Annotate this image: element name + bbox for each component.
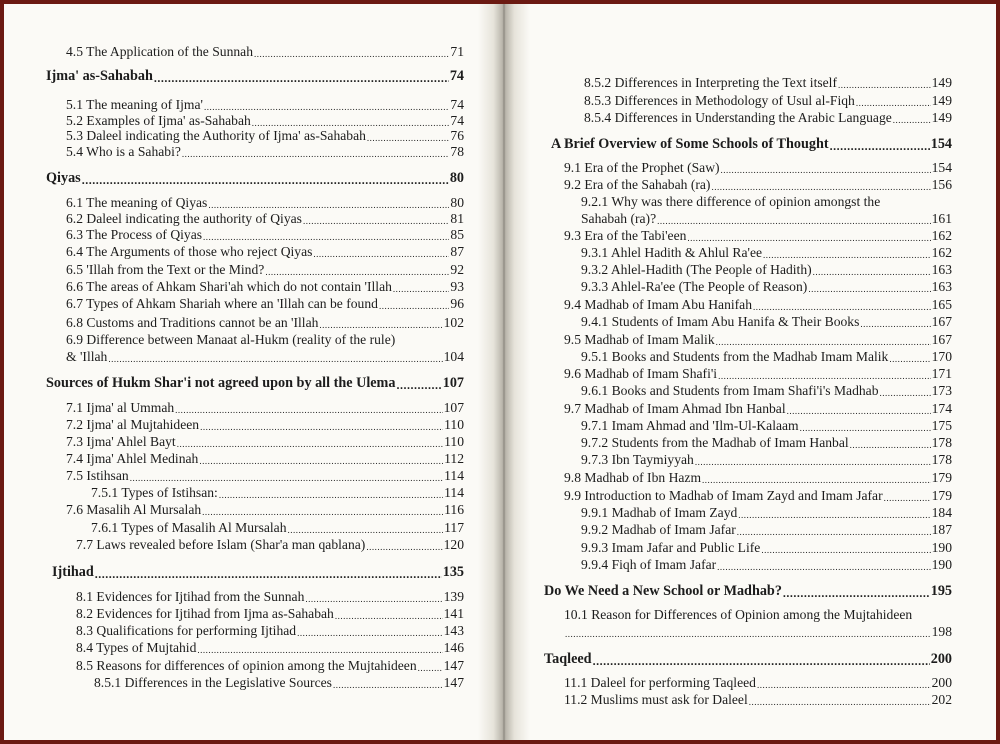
toc-entry [544,624,952,640]
toc-entry [46,97,464,113]
dot-leader [893,114,931,126]
toc-entry-title: 9.4.1 Students of Imam Abu Hanifa & Their Books [581,314,860,329]
toc-entry [46,589,464,605]
toc-entry-title: 9.2.1 Why was there difference of opinion amongst the [581,194,881,209]
toc-entry-title: 9.3.2 Ahlel-Hadith (The People of Hadith) [581,262,812,277]
toc-entry [544,505,952,521]
toc-entry-title: 10.1 Reason for Differences of Opinion among the Mujtahideen [564,607,913,622]
toc-entry-title: 9.4 Madhab of Imam Abu Hanifah [564,297,753,312]
toc-entry [544,607,952,623]
toc-page-number: 104 [443,349,464,364]
dot-leader [565,628,931,640]
toc-entry [544,194,952,210]
toc-page-number: 195 [930,583,952,599]
toc-page-number: 154 [931,160,952,175]
dot-leader [418,662,443,674]
toc-entry-title: 8.4 Types of Mujtahid [76,640,197,655]
dot-leader [154,72,449,84]
toc-entry-title: 9.9.2 Madhab of Imam Jafar [581,522,736,537]
toc-page-number: 163 [931,262,952,277]
toc-entry [46,520,464,536]
dot-leader [702,474,931,486]
toc-page-number: 178 [931,452,952,467]
toc-entry [544,332,952,348]
toc-page-number: 154 [930,136,952,152]
toc-entry [544,262,952,278]
dot-leader [830,140,930,152]
toc-entry-title: 9.9.4 Fiqh of Imam Jafar [581,557,717,572]
dot-leader [366,541,442,553]
toc-entry [46,400,464,416]
toc-entry-title: 6.5 'Illah from the Text or the Mind? [66,262,265,277]
toc-entry [46,211,464,227]
toc-entry [46,468,464,484]
toc-page-number: 179 [931,488,952,503]
dot-leader [687,232,930,244]
dot-leader [717,561,930,573]
toc-entry-title: Ijtihad [52,564,94,580]
toc-heading [544,136,952,152]
toc-heading [46,170,464,186]
toc-entry [46,195,464,211]
toc-page-number: 74 [450,113,464,128]
toc-entry [46,113,464,129]
dot-leader [265,266,449,278]
toc-entry [544,228,952,244]
toc-entry-title: 9.7.2 Students from the Madhab of Imam Hanbal [581,435,849,450]
dot-leader [367,132,449,144]
toc-entry [46,434,464,450]
dot-leader [254,48,449,60]
toc-page-number: 143 [443,623,464,638]
dot-leader [593,655,930,667]
toc-page-number: 116 [444,502,464,517]
dot-leader [763,249,931,261]
toc-page-number: 112 [444,451,464,466]
toc-page-number: 156 [931,177,952,192]
dot-leader [288,524,444,536]
toc-page-number: 147 [443,675,464,690]
toc-page-number: 179 [931,470,952,485]
toc-page-number: 80 [450,195,464,210]
toc-page-number: 163 [931,279,952,294]
toc-entry [46,451,464,467]
toc-entry-title: 6.6 The areas of Ahkam Shari'ah which do not contain 'Illah [66,279,392,294]
toc-page-number: 87 [450,244,464,259]
dot-leader [396,379,441,391]
toc-entry-title: Qiyas [46,170,81,186]
toc-page-number: 117 [444,520,464,535]
toc-page-number: 173 [931,383,952,398]
dot-leader [850,439,931,451]
dot-leader [718,370,931,382]
toc-entry-title: 7.2 Ijma' al Mujtahideen [66,417,200,432]
dot-leader [749,696,931,708]
toc-entry [46,675,464,691]
toc-page-number: 81 [450,211,464,226]
toc-page-number: 149 [931,110,952,125]
toc-entry-title: 8.5 Reasons for differences of opinion among the Mujtahideen [76,658,417,673]
toc-page-number: 178 [931,435,952,450]
toc-entry [544,297,952,313]
toc-entry [544,675,952,691]
toc-entry-title: 8.1 Evidences for Ijtihad from the Sunnah [76,589,305,604]
toc-page-number: 146 [443,640,464,655]
dot-leader [813,266,931,278]
toc-page-number: 174 [931,401,952,416]
toc-page-number: 107 [442,375,464,391]
toc-page-number: 96 [450,296,464,311]
toc-page-number: 114 [444,468,464,483]
toc-entry-title: 8.2 Evidences for Ijtihad from Ijma as-Sahabah [76,606,334,621]
toc-entry-title: 9.3.3 Ahlel-Ra'ee (The People of Reason) [581,279,808,294]
toc-entry [544,314,952,330]
toc-entry-title: 11.1 Daleel for performing Taqleed [564,675,756,690]
toc-entry [544,452,952,468]
toc-entry-title: A Brief Overview of Some Schools of Thought [551,136,829,152]
dot-leader [297,627,443,639]
toc-entry-title: 9.7.3 Ibn Taymiyyah [581,452,694,467]
dot-leader [716,336,931,348]
toc-entry [544,557,952,573]
toc-page-number: 110 [444,417,464,432]
toc-page-number: 74 [449,68,464,84]
toc-entry-title: 4.5 The Application of the Sunnah [66,44,254,59]
toc-entry [544,110,952,126]
toc-page-number: 147 [443,658,464,673]
toc-entry [46,227,464,243]
dot-leader [202,506,443,518]
toc-entry-title: 7.7 Laws revealed before Islam (Shar'a man qablana) [76,537,366,552]
toc-page-number: 162 [931,228,952,243]
toc-entry-title: 8.3 Qualifications for performing Ijtihad [76,623,297,638]
toc-entry [46,244,464,260]
dot-leader [721,164,931,176]
toc-page-number: 78 [450,144,464,159]
toc-entry [46,332,464,348]
toc-entry-title: 8.5.3 Differences in Methodology of Usul al-Fiqh [584,93,855,108]
toc-entry-title: 9.9 Introduction to Madhab of Imam Zayd and Imam Jafar [564,488,883,503]
toc-page-number: 102 [443,315,464,330]
toc-page-number: 85 [450,227,464,242]
toc-page-number: 167 [931,332,952,347]
toc-entry-title: 9.8 Madhab of Ibn Hazm [564,470,702,485]
toc-entry-title: 9.1 Era of the Prophet (Saw) [564,160,720,175]
toc-entry [46,658,464,674]
toc-entry-title: Ijma' as-Sahabah [46,68,153,84]
toc-entry [46,606,464,622]
toc-entry [544,160,952,176]
toc-entry [544,488,952,504]
toc-entry [46,623,464,639]
toc-entry-title: 9.6 Madhab of Imam Shafi'i [564,366,718,381]
toc-page-number: 190 [931,540,952,555]
toc-entry [544,401,952,417]
dot-leader [889,353,930,365]
toc-entry [46,279,464,295]
toc-entry-title: 7.6.1 Types of Masalih Al Mursalah [91,520,287,535]
toc-page-number: 120 [443,537,464,552]
toc-entry [544,93,952,109]
toc-entry [544,177,952,193]
toc-page-number: 171 [931,366,952,381]
dot-leader [711,181,930,193]
toc-page-number: 165 [931,297,952,312]
dot-leader [175,404,442,416]
dot-leader [208,199,449,211]
toc-entry-title: 9.3.1 Ahlel Hadith & Ahlul Ra'ee [581,245,763,260]
dot-leader [203,231,449,243]
toc-entry [46,640,464,656]
toc-page-number: 149 [931,93,952,108]
toc-entry [544,418,952,434]
toc-page-number: 167 [931,314,952,329]
dot-leader [787,405,931,417]
toc-page-number: 141 [443,606,464,621]
toc-page-number: 110 [444,434,464,449]
toc-entry-title: 5.2 Examples of Ijma' as-Sahabah [66,113,251,128]
toc-heading [544,583,952,599]
dot-leader [737,526,931,538]
dot-leader [82,174,449,186]
toc-page-number: 71 [450,44,464,59]
toc-entry-title: 8.5.1 Differences in the Legislative Sources [94,675,332,690]
dot-leader [200,421,443,433]
toc-entry-title: Sahabah (ra)? [581,211,657,226]
dot-leader [783,587,930,599]
toc-entry-title: 9.5.1 Books and Students from the Madhab Imam Malik [581,349,889,364]
toc-entry [544,692,952,708]
toc-page-number: 76 [450,128,464,143]
toc-entry [46,296,464,312]
toc-entry-title: 7.6 Masalih Al Mursalah [66,502,202,517]
toc-page-number: 114 [444,485,464,500]
book-spread [4,4,996,740]
toc-entry-title: 6.8 Customs and Traditions cannot be an 'Illah [66,315,319,330]
dot-leader [199,455,443,467]
toc-entry [544,211,952,227]
dot-leader [761,544,930,556]
toc-entry-title: 7.5 Istihsan [66,468,129,483]
dot-leader [738,509,930,521]
toc-page-number: 202 [931,692,952,707]
toc-entry [544,540,952,556]
toc-entry-title: 6.7 Types of Ahkam Shariah where an 'Illah can be found [66,296,378,311]
toc-entry-title: 11.2 Muslims must ask for Daleel [564,692,748,707]
toc-entry [544,75,952,91]
toc-entry [544,245,952,261]
toc-entry-title: 9.7.1 Imam Ahmad and 'Ilm-Ul-Kalaam [581,418,799,433]
toc-entry-title: Sources of Hukm Shar'i not agreed upon by all the Ulema [46,375,396,391]
toc-entry [46,485,464,501]
toc-entry [544,279,952,295]
dot-leader [197,644,442,656]
dot-leader [657,215,931,227]
toc-entry-title: 9.3 Era of the Tabi'een [564,228,687,243]
toc-entry-title: 6.2 Daleel indicating the authority of Qiyas [66,211,302,226]
toc-entry-title: Taqleed [544,651,592,667]
dot-leader [333,679,443,691]
toc-entry [46,417,464,433]
toc-page-number: 190 [931,557,952,572]
toc-entry [46,349,464,365]
toc-entry-title: 8.5.4 Differences in Understanding the Arabic Language [584,110,892,125]
dot-leader [177,438,443,450]
toc-entry [46,44,464,60]
dot-leader [884,492,931,504]
toc-entry-title: 9.6.1 Books and Students from Imam Shafi'i's Madhab [581,383,879,398]
toc-entry [46,537,464,553]
toc-page-number: 161 [931,211,952,226]
toc-entry-title: 6.1 The meaning of Qiyas [66,195,208,210]
dot-leader [95,568,442,580]
toc-entry [46,262,464,278]
toc-page-number: 175 [931,418,952,433]
toc-page-number: 149 [931,75,952,90]
toc-entry [46,144,464,160]
dot-leader [880,387,931,399]
toc-entry-title: 6.3 The Process of Qiyas [66,227,203,242]
dot-leader [319,319,442,331]
toc-entry [46,502,464,518]
toc-page-number: 200 [930,651,952,667]
toc-entry-title: 9.9.3 Imam Jafar and Public Life [581,540,761,555]
toc-heading [544,651,952,667]
toc-entry-title: 9.5 Madhab of Imam Malik [564,332,715,347]
toc-entry-title: 9.9.1 Madhab of Imam Zayd [581,505,738,520]
toc-entry-title: & 'Illah [66,349,108,364]
dot-leader [808,283,930,295]
toc-entry-title: Do We Need a New School or Madhab? [544,583,782,599]
dot-leader [695,456,931,468]
toc-heading [46,564,464,580]
toc-page-number: 135 [442,564,464,580]
toc-entry-title: 6.9 Difference between Manaat al-Hukm (reality of the rule) [66,332,396,347]
dot-leader [303,215,449,227]
dot-leader [130,472,443,484]
toc-page-number: 139 [443,589,464,604]
dot-leader [753,301,931,313]
dot-leader [204,101,449,113]
dot-leader [335,610,443,622]
toc-page-number: 80 [449,170,464,186]
dot-leader [379,300,449,312]
dot-leader [219,489,443,501]
toc-entry-title: 6.4 The Arguments of those who reject Qiyas [66,244,313,259]
toc-page-number: 162 [931,245,952,260]
toc-entry-title: 7.4 Ijma' Ahlel Medinah [66,451,199,466]
toc-heading [46,68,464,84]
toc-entry [544,470,952,486]
toc-page-number: 74 [450,97,464,112]
toc-entry-title: 5.3 Daleel indicating the Authority of Ijma' as-Sahabah [66,128,366,143]
toc-page-number: 200 [931,675,952,690]
toc-entry-title: 8.5.2 Differences in Interpreting the Text itself [584,75,837,90]
toc-entry [544,349,952,365]
dot-leader [800,422,931,434]
toc-entry-title: 9.2 Era of the Sahabah (ra) [564,177,711,192]
toc-entry [544,522,952,538]
book-gutter [478,4,530,740]
toc-entry [544,383,952,399]
toc-entry-title: 7.5.1 Types of Istihsan: [91,485,218,500]
toc-entry [544,366,952,382]
dot-leader [856,97,931,109]
toc-entry [544,435,952,451]
toc-entry [46,128,464,144]
toc-page-number: 198 [931,624,952,639]
toc-page-number: 170 [931,349,952,364]
toc-entry-title: 7.3 Ijma' Ahlel Bayt [66,434,176,449]
toc-page-number: 184 [931,505,952,520]
dot-leader [108,353,442,365]
toc-entry-title: 5.4 Who is a Sahabi? [66,144,181,159]
dot-leader [182,148,450,160]
toc-page-number: 187 [931,522,952,537]
dot-leader [757,679,931,691]
toc-page-number: 92 [450,262,464,277]
dot-leader [313,248,449,260]
toc-page-number: 107 [443,400,464,415]
dot-leader [305,593,442,605]
toc-entry [46,315,464,331]
toc-page-number: 93 [450,279,464,294]
toc-heading [46,375,464,391]
toc-entry-title: 7.1 Ijma' al Ummah [66,400,175,415]
toc-entry-title: 9.7 Madhab of Imam Ahmad Ibn Hanbal [564,401,786,416]
dot-leader [838,79,931,91]
dot-leader [860,318,930,330]
toc-entry-title: 5.1 The meaning of Ijma' [66,97,203,112]
dot-leader [393,283,450,295]
